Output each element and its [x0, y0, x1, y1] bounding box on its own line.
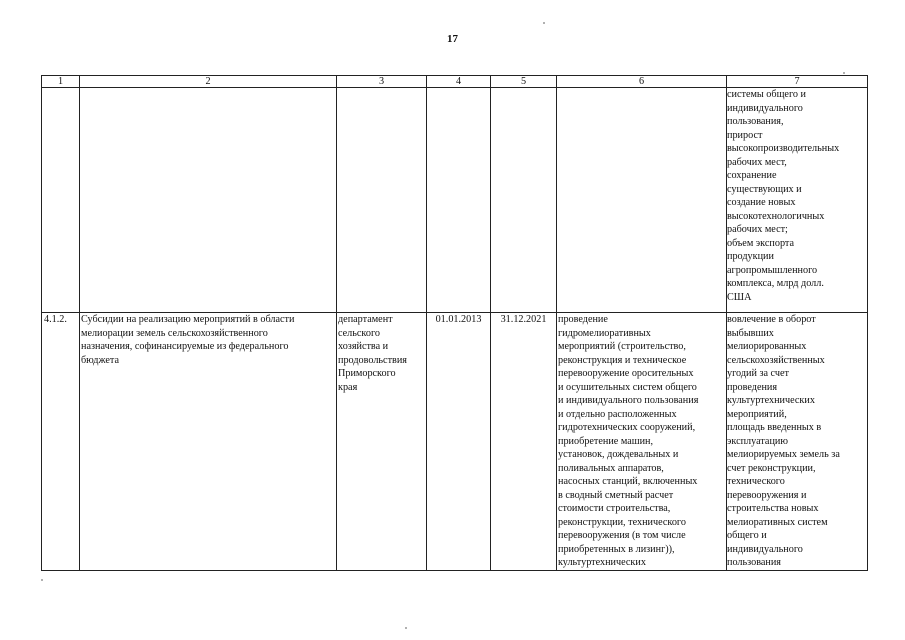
table-row-4-1-2: [42, 313, 868, 571]
cell-activity-name: [80, 88, 337, 313]
cell-number: [42, 88, 80, 313]
cell-activity-name: Субсидии на реализацию мероприятий в области мелиорации земель сельскохозяйственного назначения, софинансируемые из федерального бюджета: [80, 313, 337, 571]
table-row-continuation: [42, 88, 868, 313]
header-cell-7: 7: [727, 76, 868, 88]
cell-responsible: департамент сельского хозяйства и продовольствия Приморского края: [337, 313, 427, 571]
header-cell-1: 1: [42, 76, 80, 88]
cell-responsible: [337, 88, 427, 313]
cell-end-date: 31.12.2021: [491, 313, 557, 571]
cell-number: 4.1.2.: [42, 313, 80, 571]
cell-expected-results: вовлечение в оборот выбывших мелиорированных сельскохозяйственных угодий за счет проведения культуртехнических мероприятий, площадь введенных в эксплуатацию мелиорируемых земель за счет реконструкции, технического перевооружения и строительства новых мелиоративных систем общего и индивидуального пользования: [727, 313, 868, 571]
cell-start-date: 01.01.2013: [427, 313, 491, 571]
cell-description: проведение гидромелиоративных мероприятий (строительство, реконструкция и техническое перевооружение оросительных и осушительных систем общего и индивидуального пользования и отдельно расположенных гидротехнических сооружений, приобретение машин, установок, дождевальных и поливальных аппаратов, насосных станций, включенных в сводный сметный расчет стоимости строительства, реконструкции, технического перевооружения (в том числе приобретенных в лизинг)), культуртехнических: [557, 313, 727, 571]
header-cell-2: 2: [80, 76, 337, 88]
header-cell-5: 5: [491, 76, 557, 88]
program-activities-table: [41, 75, 868, 571]
cell-start-date: [427, 88, 491, 313]
scan-speck: [41, 579, 43, 581]
table-header-row: [42, 76, 868, 88]
page-number: 17: [447, 33, 458, 45]
scan-speck: [843, 72, 845, 74]
scan-speck: [543, 22, 545, 24]
header-cell-4: 4: [427, 76, 491, 88]
scan-speck: [405, 627, 407, 629]
cell-end-date: [491, 88, 557, 313]
header-cell-6: 6: [557, 76, 727, 88]
header-cell-3: 3: [337, 76, 427, 88]
cell-description: [557, 88, 727, 313]
cell-expected-results: системы общего и индивидуального пользования, прирост высокопроизводительных рабочих мест, сохранение существующих и создание новых высокотехнологичных рабочих мест; объем экспорта продукции агропромышленного комплекса, млрд долл. США: [727, 88, 868, 313]
